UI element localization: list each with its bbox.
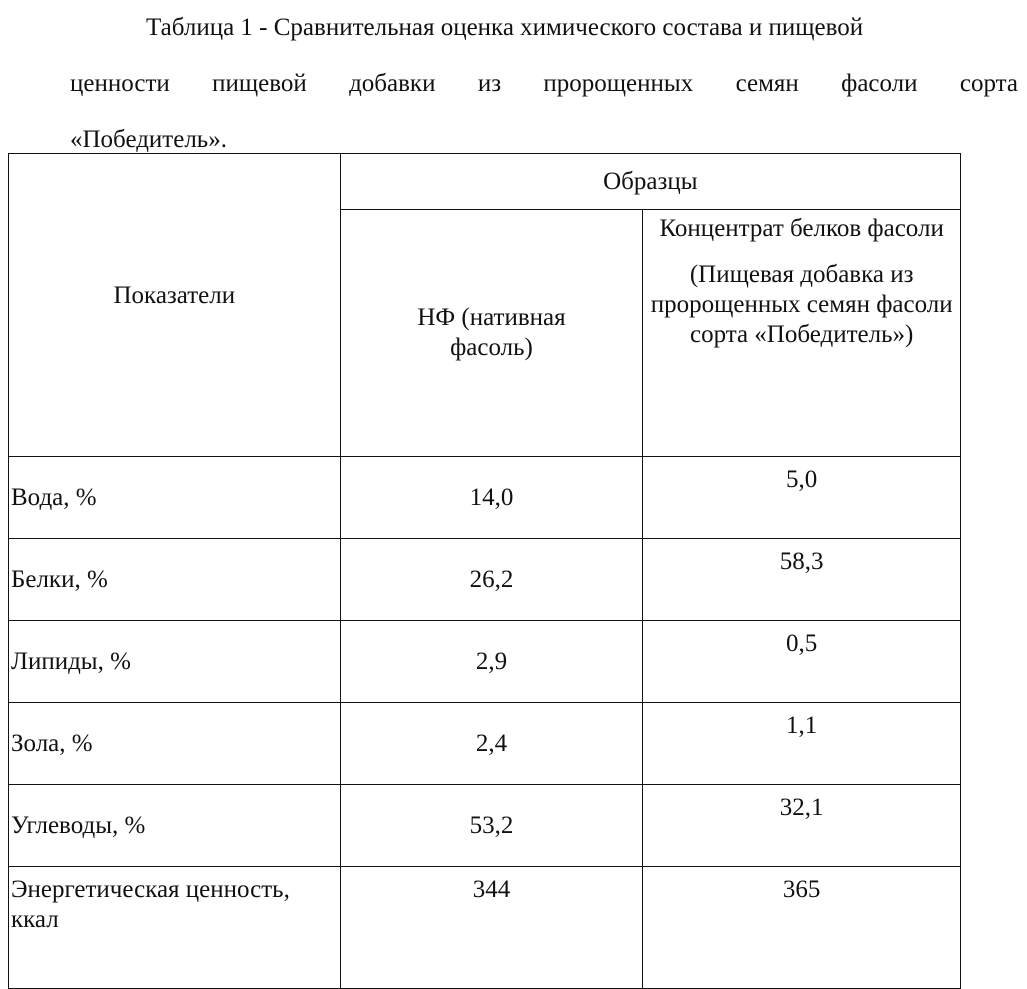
table-row bbox=[9, 703, 961, 785]
header-concentrate-title: Концентрат белков фасоли bbox=[659, 215, 944, 242]
header-indicators: Показатели bbox=[9, 154, 341, 457]
row-concentrate-value: 365 bbox=[643, 867, 961, 989]
row-concentrate-value: 0,5 bbox=[643, 621, 961, 703]
row-concentrate-value: 1,1 bbox=[643, 703, 961, 785]
table-row bbox=[9, 785, 961, 867]
header-concentrate-subtitle: (Пищевая добавка из пророщенных семян фасоли сорта «Победитель») bbox=[650, 261, 953, 348]
row-concentrate-value: 32,1 bbox=[643, 785, 961, 867]
row-nf-value: 14,0 bbox=[340, 457, 643, 539]
caption-line-3: «Победитель». bbox=[70, 126, 227, 153]
table-caption bbox=[70, 0, 1018, 168]
row-indicator-name: Углеводы, % bbox=[9, 785, 341, 867]
row-indicator-name: Белки, % bbox=[9, 539, 341, 621]
caption-line-2: ценности пищевой добавки из пророщенных семян фасоли сорта bbox=[70, 70, 1018, 97]
row-nf-value: 26,2 bbox=[340, 539, 643, 621]
row-indicator-name: Липиды, % bbox=[9, 621, 341, 703]
table-row bbox=[9, 539, 961, 621]
table-row bbox=[9, 457, 961, 539]
row-nf-value: 2,4 bbox=[340, 703, 643, 785]
row-indicator-name: Энергетическая ценность, ккал bbox=[9, 867, 341, 989]
row-nf-value: 2,9 bbox=[340, 621, 643, 703]
row-indicator-name: Зола, % bbox=[9, 703, 341, 785]
row-nf-value: 344 bbox=[340, 867, 643, 989]
row-nf-value: 53,2 bbox=[340, 785, 643, 867]
caption-line-1: Таблица 1 - Сравнительная оценка химического состава и пищевой bbox=[146, 14, 864, 41]
header-row-1 bbox=[9, 154, 961, 210]
composition-table bbox=[8, 153, 961, 989]
table-row bbox=[9, 867, 961, 989]
header-concentrate bbox=[643, 210, 961, 457]
row-concentrate-value: 5,0 bbox=[643, 457, 961, 539]
row-indicator-name: Вода, % bbox=[9, 457, 341, 539]
row-concentrate-value: 58,3 bbox=[643, 539, 961, 621]
header-nf: НФ (нативная фасоль) bbox=[340, 210, 643, 457]
table-row bbox=[9, 621, 961, 703]
header-samples: Образцы bbox=[340, 154, 960, 210]
